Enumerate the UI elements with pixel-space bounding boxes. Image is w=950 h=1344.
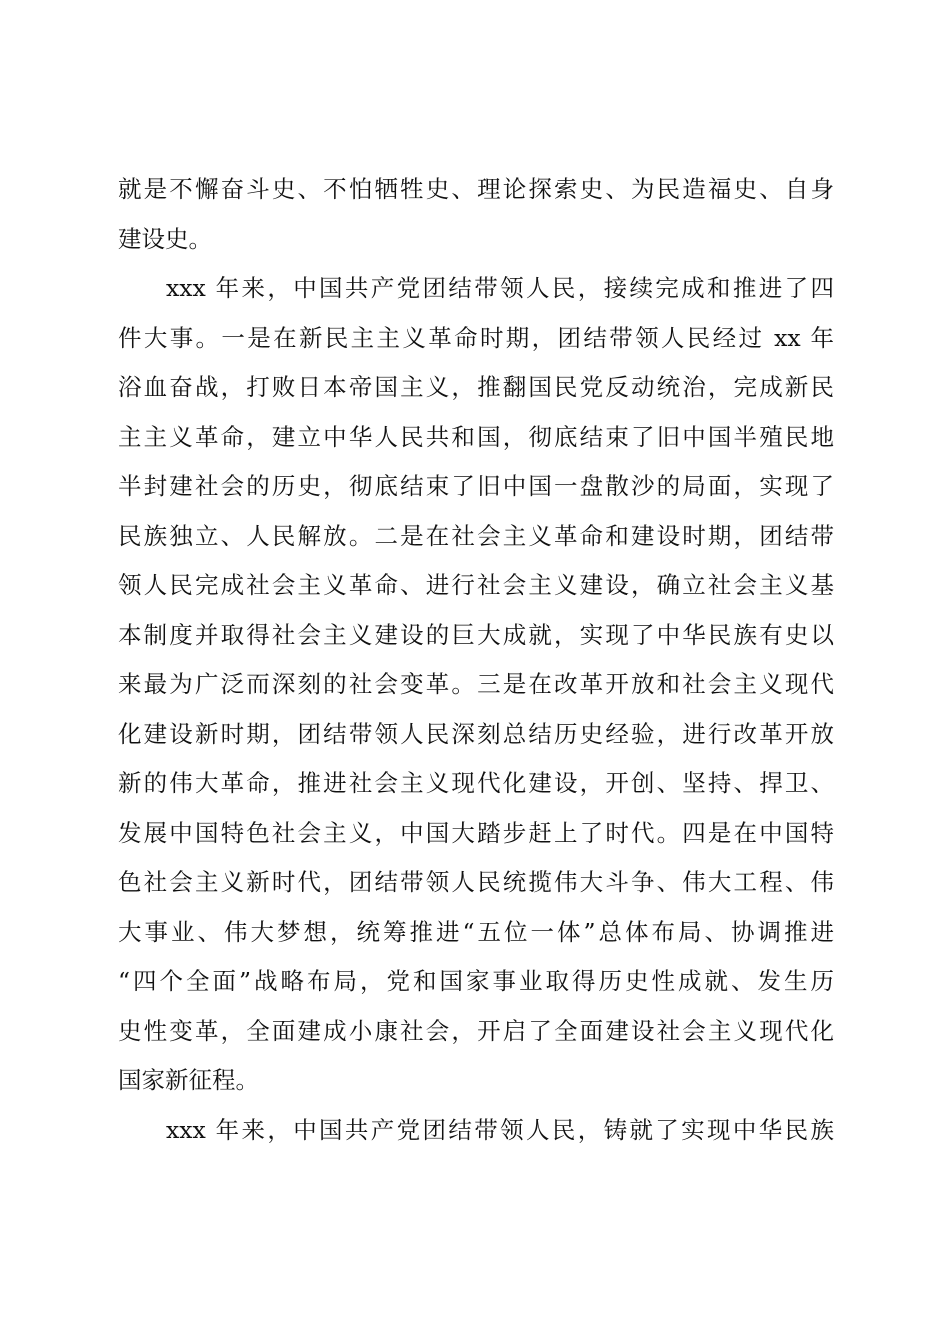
text-line: 新的伟大革命，推进社会主义现代化建设，开创、坚持、捍卫、 [118, 769, 834, 797]
text-line: 主主义革命，建立中华人民共和国，彻底结束了旧中国半殖民地 [118, 422, 834, 451]
text-line: 国家新征程。 [118, 1066, 259, 1094]
text-line: 史性变革，全面建成小康社会，开启了全面建设社会主义现代化 [118, 1016, 834, 1045]
text-line: 领人民完成社会主义革命、进行社会主义建设，确立社会主义基 [118, 571, 834, 599]
text-line: 建设史。 [118, 224, 212, 253]
text-line: “四个全面”战略布局，党和国家事业取得历史性成就、发生历 [118, 967, 834, 995]
body-text [118, 165, 834, 1155]
text-line: xxx 年来，中国共产党团结带领人民，铸就了实现中华民族 [166, 1115, 834, 1144]
text-line: 本制度并取得社会主义建设的巨大成就，实现了中华民族有史以 [118, 620, 834, 649]
text-line: 色社会主义新时代，团结带领人民统揽伟大斗争、伟大工程、伟 [118, 868, 834, 896]
text-line: 化建设新时期，团结带领人民深刻总结历史经验，进行改革开放 [118, 719, 834, 748]
text-line: 大事业、伟大梦想，统筹推进“五位一体”总体布局、协调推进 [118, 917, 834, 946]
text-line: 发展中国特色社会主义，中国大踏步赶上了时代。四是在中国特 [118, 818, 834, 847]
text-line: 就是不懈奋斗史、不怕牺牲史、理论探索史、为民造福史、自身 [118, 175, 834, 203]
text-line: 民族独立、人民解放。二是在社会主义革命和建设时期，团结带 [118, 521, 834, 550]
text-line: 件大事。一是在新民主主义革命时期，团结带领人民经过 xx 年 [118, 323, 834, 352]
text-line: 半封建社会的历史，彻底结束了旧中国一盘散沙的局面，实现了 [118, 472, 834, 500]
text-line: 浴血奋战，打败日本帝国主义，推翻国民党反动统治，完成新民 [118, 373, 834, 401]
text-line: 来最为广泛而深刻的社会变革。三是在改革开放和社会主义现代 [118, 670, 834, 698]
text-line: xxx 年来，中国共产党团结带领人民，接续完成和推进了四 [166, 274, 834, 302]
